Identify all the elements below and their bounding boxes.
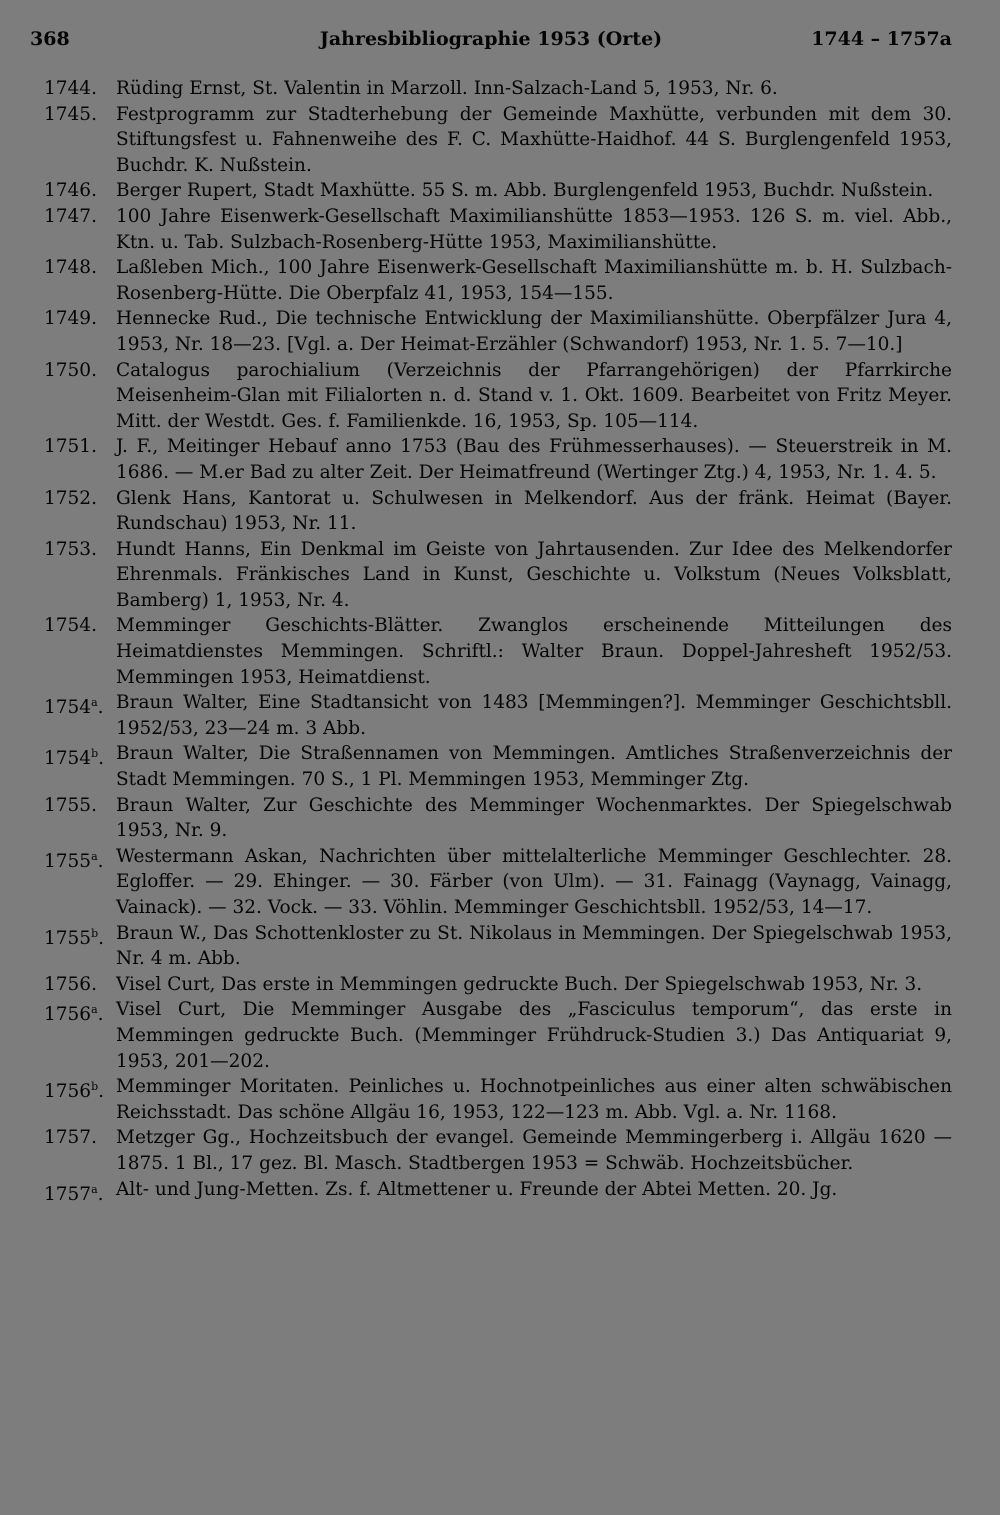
bibliography-entry	[30, 1125, 952, 1176]
bibliography-entry	[30, 793, 952, 844]
entry-text: Catalogus parochialium (Verzeichnis der Pfarrangehörigen) der Pfarrkirche Meisenheim-Glan mit Filialorten n. d. Stand v. 1. Okt. 1609. Bearbeitet von Fritz Meyer. Mitt. der Westdt. Ges. f. Familienkde. 16, 1953, Sp. 105—114.	[116, 359, 952, 432]
entry-number: 1754.	[44, 615, 97, 637]
entry-number: 1753.	[44, 538, 97, 560]
bibliography-entry	[30, 690, 952, 741]
entry-number: 1751.	[44, 436, 97, 458]
entry-number: 1755$^a$.	[44, 849, 104, 872]
bibliography-entry	[30, 255, 952, 306]
entry-text: Berger Rupert, Stadt Maxhütte. 55 S. m. Abb. Burglengenfeld 1953, Buchdr. Nußstein.	[116, 180, 934, 202]
entry-number: 1747.	[44, 205, 97, 227]
bibliography-entry	[30, 1177, 952, 1203]
entry-text: Visel Curt, Das erste in Memmingen gedruckte Buch. Der Spiegelschwab 1953, Nr. 3.	[116, 973, 923, 995]
bibliography-entry	[30, 486, 952, 537]
bibliography-entry	[30, 102, 952, 179]
entry-number: 1749.	[44, 308, 97, 330]
entry-text: Memminger Geschichts-Blätter. Zwanglos erscheinende Mitteilungen des Heimatdienstes Memmingen. Schriftl.: Walter Braun. Doppel-Jahresheft 1952/53. Memmingen 1953, Heimatdienst.	[116, 615, 952, 688]
entry-text: Memminger Moritaten. Peinliches u. Hochnotpeinliches aus einer alten schwäbischen Reichsstadt. Das schöne Allgäu 16, 1953, 122—123 m. Abb. Vgl. a. Nr. 1168.	[116, 1076, 952, 1123]
page-header	[30, 28, 952, 56]
bibliography-entry	[30, 921, 952, 972]
entry-number: 1756$^a$.	[44, 1003, 104, 1026]
bibliography-entry	[30, 76, 952, 102]
entry-text: Alt- und Jung-Metten. Zs. f. Altmettener u. Freunde der Abtei Metten. 20. Jg.	[116, 1178, 838, 1200]
entry-number: 1756.	[44, 973, 97, 995]
entry-text: Braun W., Das Schottenkloster zu St. Nikolaus in Memmingen. Der Spiegelschwab 1953, Nr. 4 m. Abb.	[116, 922, 952, 970]
entry-number: 1755$^b$.	[44, 926, 105, 949]
entry-number: 1756$^b$.	[44, 1080, 105, 1103]
bibliography-entry	[30, 204, 952, 255]
entry-text: Braun Walter, Die Straßennamen von Memmingen. Amtliches Straßenverzeichnis der Stadt Memmingen. 70 S., 1 Pl. Memmingen 1953, Memminger Ztg.	[116, 743, 952, 791]
bibliography-entry	[30, 178, 952, 204]
entry-text: Braun Walter, Eine Stadtansicht von 1483 [Memmingen?]. Memminger Geschichtsbll. 1952/53, 23—24 m. 3 Abb.	[116, 692, 952, 739]
bibliography-entry	[30, 972, 952, 998]
bibliography-entry	[30, 537, 952, 614]
entry-number: 1754$^a$.	[44, 696, 104, 719]
entry-number: 1744.	[44, 78, 97, 99]
page-title: Jahresbibliographie 1953 (Orte)	[319, 28, 663, 50]
entry-text: Visel Curt, Die Memminger Ausgabe des „Fasciculus temporum“, das erste in Memmingen gedruckte Buch. (Memminger Frühdruck-Studien 3.) Das Antiquariat 9, 1953, 201—202.	[116, 999, 952, 1072]
entry-range: 1744 – 1757a	[811, 28, 952, 50]
entry-number: 1750.	[44, 359, 97, 381]
bibliography-entry	[30, 997, 952, 1074]
bibliography-list	[30, 76, 952, 1205]
bibliography-entry	[30, 844, 952, 921]
entry-text: Rüding Ernst, St. Valentin in Marzoll. Inn-Salzach-Land 5, 1953, Nr. 6.	[116, 78, 778, 99]
bibliography-entry	[30, 434, 952, 485]
bibliography-entry	[30, 1074, 952, 1125]
bibliography-entry	[30, 741, 952, 792]
entry-number: 1748.	[44, 257, 97, 279]
entry-number: 1757$^a$.	[44, 1182, 104, 1205]
bibliography-entry	[30, 613, 952, 690]
entry-number: 1757.	[44, 1127, 97, 1149]
entry-number: 1755.	[44, 794, 97, 816]
entry-text: Metzger Gg., Hochzeitsbuch der evangel. Gemeinde Memmingerberg i. Allgäu 1620 —1875. 1 Bl., 17 gez. Bl. Masch. Stadtbergen 1953 = Schwäb. Hochzeitsbücher.	[116, 1127, 952, 1174]
bibliography-entry	[30, 358, 952, 435]
entry-text: Hennecke Rud., Die technische Entwicklung der Maximilianshütte. Oberpfälzer Jura 4, 1953, Nr. 18—23. [Vgl. a. Der Heimat-Erzähler (Schwandorf) 1953, Nr. 1. 5. 7—10.]	[116, 308, 952, 355]
entry-text: Hundt Hanns, Ein Denkmal im Geiste von Jahrtausenden. Zur Idee des Melkendorfer Ehrenmals. Fränkisches Land in Kunst, Geschichte u. Volkstum (Neues Volksblatt, Bamberg) 1, 1953, Nr. 4.	[116, 538, 952, 611]
entry-text: Laßleben Mich., 100 Jahre Eisenwerk-Gesellschaft Maximilianshütte m. b. H. Sulzbach-Rosenberg-Hütte. Die Oberpfalz 41, 1953, 154—155.	[116, 257, 952, 304]
entry-text: Braun Walter, Zur Geschichte des Memminger Wochenmarktes. Der Spiegelschwab 1953, Nr. 9.	[116, 794, 952, 842]
entry-text: Festprogramm zur Stadterhebung der Gemeinde Maxhütte, verbunden mit dem 30. Stiftungsfest u. Fahnenweihe des F. C. Maxhütte-Haidhof. 44 S. Burglengenfeld 1953, Buchdr. K. Nußstein.	[116, 103, 952, 176]
entry-text: J. F., Meitinger Hebauf anno 1753 (Bau des Frühmesserhauses). — Steuerstreik in M. 1686. — M.er Bad zu alter Zeit. Der Heimatfreund (Wertinger Ztg.) 4, 1953, Nr. 1. 4. 5.	[116, 436, 952, 483]
page-number: 368	[30, 28, 70, 50]
bibliography-entry	[30, 306, 952, 357]
entry-number: 1752.	[44, 487, 97, 509]
entry-number: 1746.	[44, 180, 97, 202]
entry-text: 100 Jahre Eisenwerk-Gesellschaft Maximilianshütte 1853—1953. 126 S. m. viel. Abb., Ktn. u. Tab. Sulzbach-Rosenberg-Hütte 1953, Maximilianshütte.	[116, 205, 952, 253]
entry-text: Westermann Askan, Nachrichten über mittelalterliche Memminger Geschlechter. 28. Egloffer. — 29. Ehinger. — 30. Färber (von Ulm). — 31. Fainagg (Vaynagg, Vainagg, Vainack). — 32. Vock. — 33. Vöhlin. Memminger Geschichtsbll. 1952/53, 14—17.	[116, 845, 952, 918]
entry-text: Glenk Hans, Kantorat u. Schulwesen in Melkendorf. Aus der fränk. Heimat (Bayer. Rundschau) 1953, Nr. 11.	[116, 487, 952, 535]
entry-number: 1745.	[44, 103, 97, 125]
entry-number: 1754$^b$.	[44, 747, 105, 770]
